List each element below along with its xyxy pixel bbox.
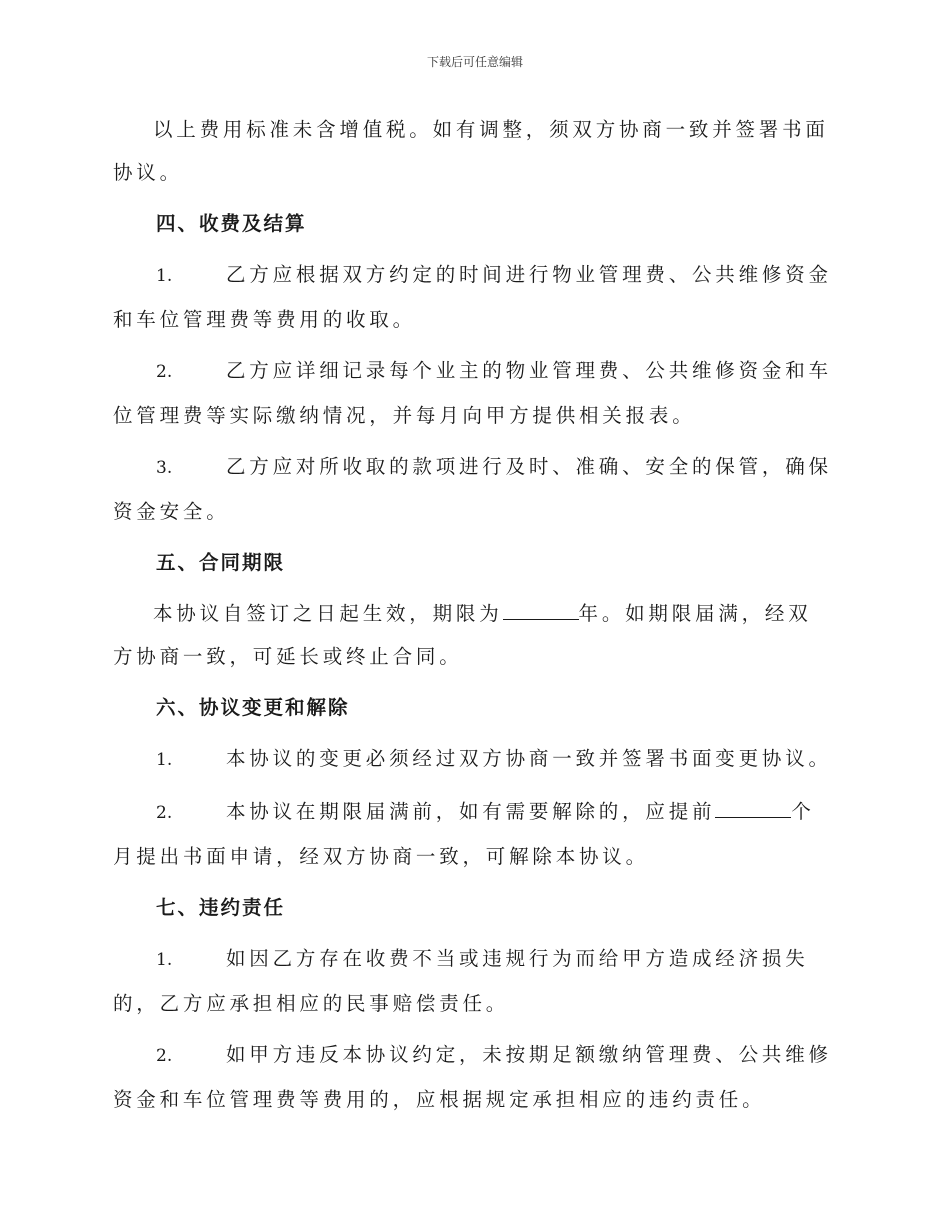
- clause-6-2: [113, 790, 833, 878]
- term-years-blank[interactable]: [503, 599, 579, 620]
- clause-number: 3.: [156, 458, 173, 478]
- clause-text-after: 个月提出书面申请，经双方协商一致，可解除本协议。: [113, 800, 815, 868]
- clause-text: 如甲方违反本协议约定，未按期足额缴纳管理费、公共维修资金和车位管理费等费用的，应根据规定承担相应的违约责任。: [113, 1043, 832, 1111]
- clause-number: 2.: [156, 803, 173, 823]
- term-text-after: 年。如期限届满，经双方协商一致，可延长或终止合同。: [113, 602, 812, 668]
- intro-paragraph: 以上费用标准未含增值税。如有调整，须双方协商一致并签署书面协议。: [113, 118, 829, 184]
- header-note: 下载后可任意编辑: [426, 55, 523, 69]
- notice-months-blank[interactable]: [715, 797, 791, 818]
- clause-text: 乙方应详细记录每个业主的物业管理费、公共维修资金和车位管理费等实际缴纳情况，并每月向甲方提供相关报表。: [113, 359, 832, 427]
- clause-text: 如因乙方存在收费不当或违规行为而给甲方造成经济损失的，乙方应承担相应的民事赔偿责任。: [113, 947, 809, 1015]
- clause-4-2: [113, 349, 833, 437]
- clause-4-1: [113, 253, 833, 341]
- clause-6-1: [113, 737, 833, 782]
- clause-number: 2.: [156, 1046, 173, 1066]
- clause-number: 2.: [156, 362, 173, 382]
- clause-text-before: 本协议在期限届满前，如有需要解除的，应提前: [226, 800, 716, 823]
- document-body: [113, 108, 833, 1129]
- section-title-fees-settlement: 四、收费及结算: [156, 212, 307, 235]
- contract-term-paragraph: [113, 592, 833, 678]
- section-title-amendment-termination: 六、协议变更和解除: [156, 696, 350, 719]
- section-title-contract-term: 五、合同期限: [156, 551, 286, 574]
- term-text-before: 本协议自签订之日起生效，期限为: [153, 602, 503, 625]
- clause-number: 1.: [156, 266, 173, 286]
- clause-number: 1.: [156, 750, 173, 770]
- clause-7-2: [113, 1033, 833, 1121]
- clause-number: 1.: [156, 950, 173, 970]
- clause-4-3: [113, 445, 833, 533]
- clause-text: 乙方应对所收取的款项进行及时、准确、安全的保管，确保资金安全。: [113, 455, 832, 523]
- clause-text: 本协议的变更必须经过双方协商一致并签署书面变更协议。: [226, 747, 832, 770]
- clause-text: 乙方应根据双方约定的时间进行物业管理费、公共维修资金和车位管理费等费用的收取。: [113, 263, 832, 331]
- clause-7-1: [113, 937, 833, 1025]
- section-title-liability: 七、违约责任: [156, 896, 286, 919]
